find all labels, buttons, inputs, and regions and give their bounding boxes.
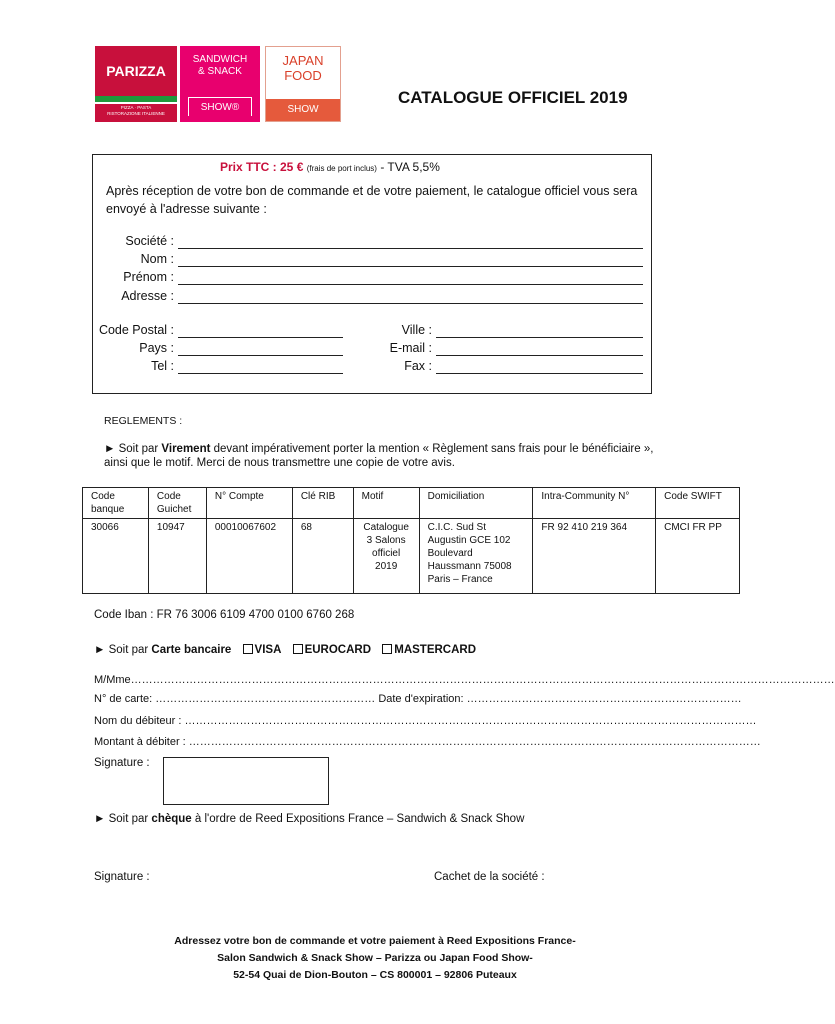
carte-prefix: ► Soit par	[94, 644, 149, 656]
mastercard-label: MASTERCARD	[394, 644, 477, 656]
fax-field[interactable]	[436, 373, 643, 374]
eurocard-label: EUROCARD	[304, 644, 372, 656]
sandwich-line1: SANDWICH	[192, 54, 248, 65]
price-note: (frais de port inclus)	[306, 164, 377, 173]
pays-label: Pays :	[139, 341, 174, 355]
carte-word: Carte bancaire	[151, 644, 232, 656]
th-motif: Motif	[353, 488, 419, 519]
japan-show: SHOW	[266, 99, 340, 121]
parizza-logo-sub	[95, 102, 177, 122]
virement-prefix: ► Soit par	[104, 443, 159, 455]
adresse-field[interactable]	[178, 303, 643, 304]
th-code-swift: Code SWIFT	[656, 488, 740, 519]
parizza-sub1: PIZZA · PASTA	[120, 105, 152, 110]
intro-text: Après réception de votre bon de commande et de votre paiement, le catalogue officiel vous sera envoyé à l'adresse suivante :	[106, 184, 638, 216]
price-line	[220, 160, 440, 174]
th-domiciliation: Domiciliation	[419, 488, 533, 519]
bank-table	[82, 487, 740, 594]
ville-label: Ville :	[401, 323, 432, 337]
sandwich-snack-logo	[180, 46, 260, 122]
table-row	[83, 519, 740, 594]
tva-label: - TVA 5,5%	[380, 160, 440, 174]
montant-field[interactable]: Montant à débiter : …………………………………………………………………………………………………………………………………………	[94, 736, 761, 748]
mastercard-checkbox[interactable]	[382, 644, 392, 654]
code-postal-field[interactable]	[178, 337, 343, 338]
virement-text: devant impérativement porter la mention « Règlement sans frais pour le bénéficiaire »,	[213, 443, 654, 455]
visa-label: VISA	[254, 644, 282, 656]
carte-line	[94, 644, 476, 656]
societe-field[interactable]	[178, 248, 643, 249]
th-intra-community: Intra-Community N°	[533, 488, 656, 519]
td-cle-rib: 68	[292, 519, 353, 594]
debiteur-field[interactable]: Nom du débiteur : …………………………………………………………………………………………………………………………………………	[94, 715, 757, 727]
virement-paragraph	[104, 443, 744, 455]
footer-line2: Salon Sandwich & Snack Show – Parizza ou Japan Food Show-	[217, 952, 533, 964]
cheque-line	[94, 813, 524, 825]
cheque-prefix: ► Soit par	[94, 813, 149, 825]
japan-line2: FOOD	[284, 68, 322, 83]
carte-number-field[interactable]: N° de carte: …………………………………………………… Date d'expiration: …………………………………………………………………	[94, 693, 742, 705]
cheque-text: à l'ordre de Reed Expositions France – Sandwich & Snack Show	[194, 813, 525, 825]
virement-text2: ainsi que le motif. Merci de nous transmettre une copie de votre avis.	[104, 457, 455, 469]
card-signature-label: Signature :	[94, 757, 150, 769]
sandwich-logo-text	[180, 54, 260, 78]
reglements-heading: REGLEMENTS :	[104, 415, 183, 427]
prenom-field[interactable]	[178, 284, 643, 285]
cachet-label: Cachet de la société :	[434, 871, 545, 883]
parizza-sub2: RISTORAZIONE ITALIENNE	[107, 111, 165, 116]
td-code-swift: CMCI FR PP	[656, 519, 740, 594]
iban-line: Code Iban : FR 76 3006 6109 4700 0100 6760 268	[94, 609, 355, 621]
visa-checkbox[interactable]	[243, 644, 253, 654]
prenom-label: Prénom :	[123, 270, 174, 284]
email-label: E-mail :	[389, 341, 432, 355]
japan-logo-text	[266, 53, 340, 83]
footer-line1: Adressez votre bon de commande et votre paiement à Reed Expositions France-	[174, 935, 576, 947]
tel-label: Tel :	[151, 359, 174, 373]
email-field[interactable]	[436, 355, 643, 356]
virement-word: Virement	[161, 443, 211, 455]
adresse-label: Adresse :	[121, 289, 174, 303]
td-code-banque: 30066	[83, 519, 149, 594]
th-code-banque: Code banque	[83, 488, 149, 519]
nom-field[interactable]	[178, 266, 643, 267]
eurocard-checkbox[interactable]	[293, 644, 303, 654]
fax-label: Fax :	[404, 359, 432, 373]
td-code-guichet: 10947	[148, 519, 206, 594]
td-motif: Catalogue 3 Salons officiel 2019	[353, 519, 419, 594]
td-intra-community: FR 92 410 219 364	[533, 519, 656, 594]
japan-line1: JAPAN	[282, 53, 324, 68]
code-postal-label: Code Postal :	[98, 323, 174, 337]
ville-field[interactable]	[436, 337, 643, 338]
footer-line3: 52-54 Quai de Dion-Bouton – CS 800001 – 92806 Puteaux	[233, 969, 517, 981]
page-title: CATALOGUE OFFICIEL 2019	[398, 88, 628, 107]
price-label: Prix TTC : 25 €	[220, 160, 304, 174]
final-signature-label: Signature :	[94, 871, 150, 883]
th-code-guichet: Code Guichet	[148, 488, 206, 519]
parizza-logo	[95, 46, 177, 122]
japan-food-logo	[265, 46, 341, 122]
sandwich-show: SHOW®	[188, 97, 252, 116]
societe-label: Société :	[125, 234, 174, 248]
pays-field[interactable]	[178, 355, 343, 356]
parizza-logo-name: PARIZZA	[106, 63, 166, 79]
th-cle-rib: Clé RIB	[292, 488, 353, 519]
mme-field[interactable]: M/Mme…………………………………………………………………………………………………………………………………………………………………………	[94, 674, 835, 686]
cheque-word: chèque	[151, 813, 192, 825]
th-numero-compte: N° Compte	[206, 488, 292, 519]
footer-address	[100, 933, 650, 984]
card-signature-box[interactable]	[163, 757, 329, 805]
td-numero-compte: 00010067602	[206, 519, 292, 594]
nom-label: Nom :	[140, 252, 174, 266]
bank-table-header	[83, 488, 740, 519]
td-domiciliation: C.I.C. Sud St Augustin GCE 102 Boulevard Haussmann 75008 Paris – France	[419, 519, 533, 594]
sandwich-line2: & SNACK	[198, 66, 242, 77]
tel-field[interactable]	[178, 373, 343, 374]
